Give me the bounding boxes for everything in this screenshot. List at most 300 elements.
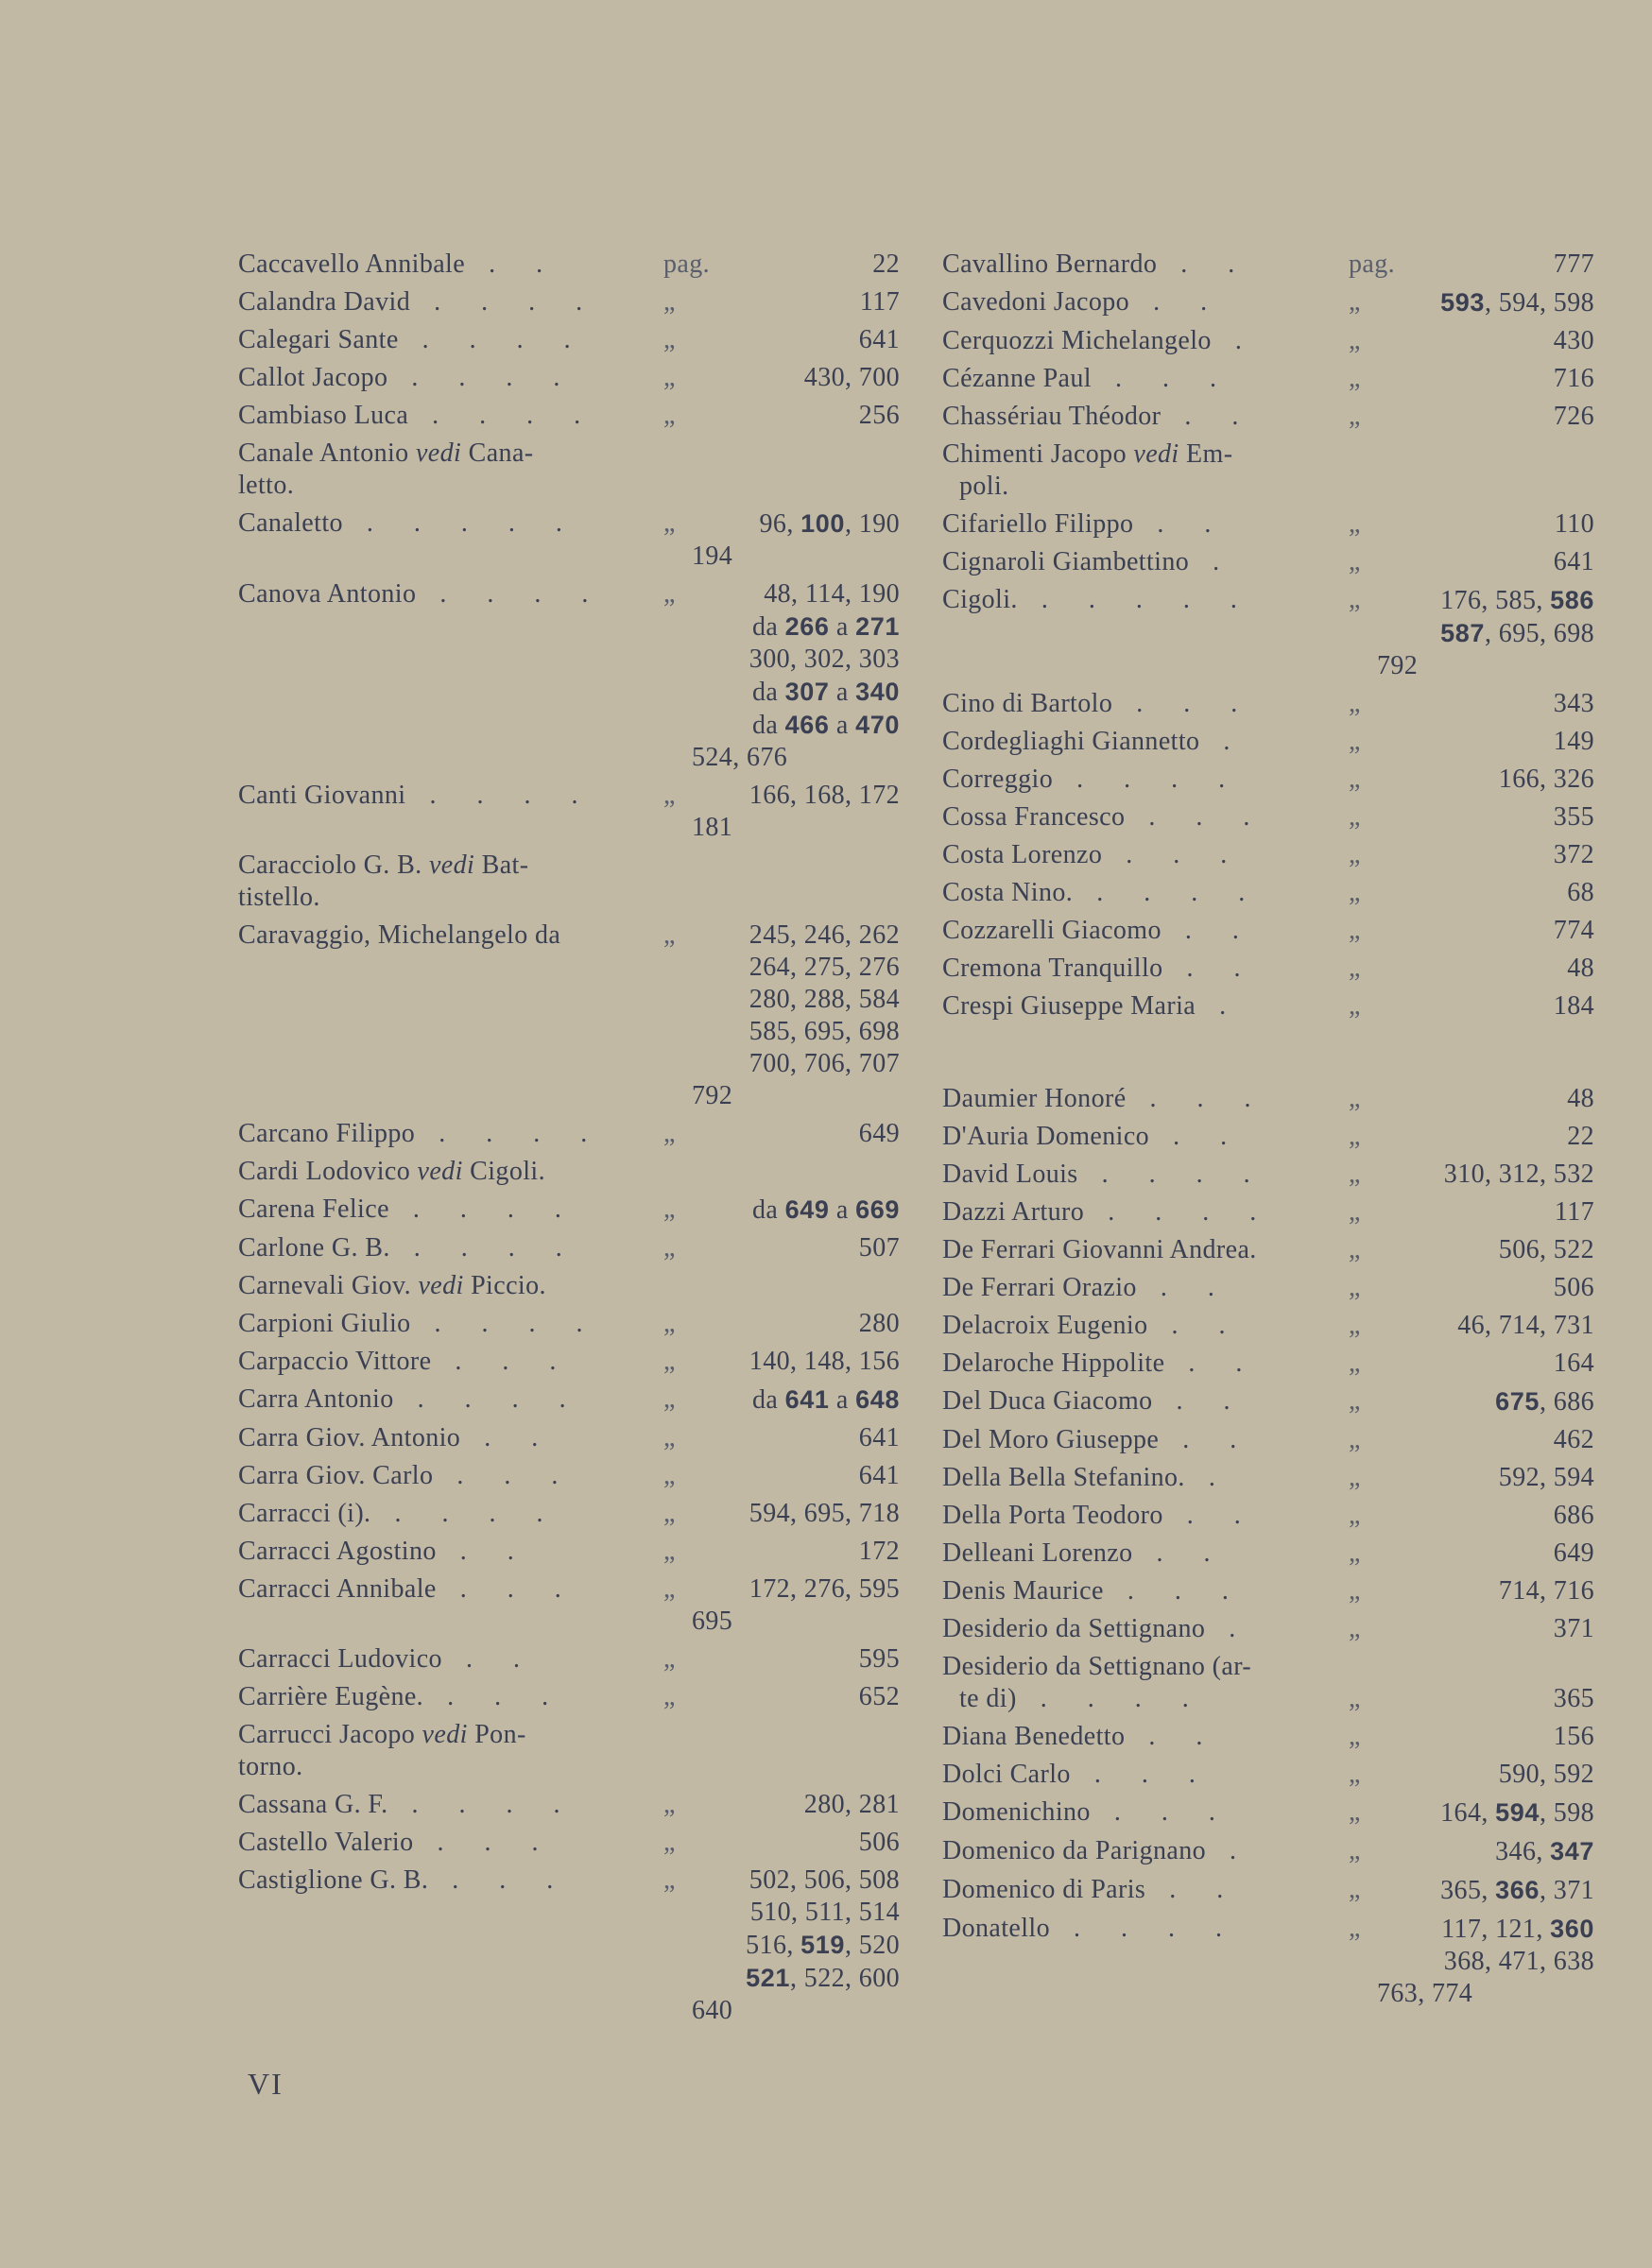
page-numbers bbox=[1377, 438, 1594, 503]
page-line bbox=[1377, 1796, 1594, 1830]
page-number: a bbox=[829, 612, 856, 642]
leader-dots: . . . . . bbox=[342, 508, 579, 538]
page-number: 355 bbox=[1553, 802, 1594, 832]
entry-name-text: Carra Giov. Antonio bbox=[238, 1423, 461, 1452]
entry-name bbox=[942, 363, 1349, 395]
page-number: 140, 148, 156 bbox=[749, 1347, 900, 1376]
page-number: 592, 594 bbox=[1498, 1463, 1594, 1492]
index-entry bbox=[942, 915, 1594, 947]
entry-name bbox=[238, 507, 663, 573]
entry-name bbox=[238, 1681, 663, 1713]
page-number: 365, bbox=[1440, 1876, 1496, 1905]
entry-name-text: Dolci Carlo bbox=[942, 1760, 1071, 1789]
entry-name-text: Costa Lorenzo bbox=[942, 840, 1103, 869]
entry-name bbox=[942, 877, 1349, 909]
page-abbrev: „ bbox=[663, 1644, 676, 1674]
page-numbers bbox=[692, 1270, 900, 1302]
entry-name bbox=[942, 764, 1349, 796]
entry-name-text: Cifariello Filippo bbox=[942, 509, 1134, 539]
index-entry bbox=[942, 1835, 1594, 1868]
index-entry bbox=[238, 1383, 900, 1417]
page-numbers bbox=[692, 286, 900, 318]
page-number: 280 bbox=[858, 1309, 900, 1338]
page-numbers bbox=[1377, 1310, 1594, 1342]
entry-name-text: Carnevali Giov. bbox=[238, 1271, 419, 1300]
page-number: da bbox=[752, 1385, 785, 1415]
leader-dots: . . bbox=[1136, 1273, 1231, 1302]
page-line bbox=[692, 1643, 900, 1675]
page-line bbox=[1377, 1462, 1594, 1494]
index-entry bbox=[238, 1536, 900, 1568]
page-number-bold: 586 bbox=[1550, 586, 1594, 614]
entry-name bbox=[942, 726, 1349, 758]
vedi-label: vedi bbox=[428, 850, 475, 880]
entry-name-text: Canova Antonio bbox=[238, 579, 417, 609]
page-line bbox=[692, 644, 900, 676]
index-entry bbox=[942, 546, 1594, 578]
page-number: 506 bbox=[1553, 1273, 1594, 1302]
page-number: , 695, 698 bbox=[1485, 619, 1594, 648]
page-line bbox=[1377, 650, 1594, 682]
page-number: 22 bbox=[872, 249, 900, 279]
page-numbers bbox=[1377, 1385, 1594, 1418]
entry-name-text: Cigoli. bbox=[942, 585, 1018, 614]
page-number-bold: 641 bbox=[784, 1385, 830, 1414]
index-entry bbox=[942, 1575, 1594, 1607]
entry-name-text: Cossa Francesco bbox=[942, 802, 1126, 832]
page-number: 726 bbox=[1553, 402, 1594, 431]
cross-reference: Bat- bbox=[474, 850, 529, 880]
page-numbers bbox=[1377, 877, 1594, 909]
leader-dots: . . bbox=[1129, 287, 1225, 317]
page-numbers bbox=[692, 1232, 900, 1264]
page-number: 777 bbox=[1553, 249, 1594, 279]
leader-dots: . . bbox=[1157, 249, 1252, 279]
page-abbrev: „ bbox=[1349, 1311, 1361, 1340]
page-line bbox=[692, 1308, 900, 1340]
page-number: 346, bbox=[1495, 1837, 1551, 1866]
index-entry bbox=[942, 953, 1594, 985]
index-entry bbox=[238, 400, 900, 432]
cross-reference: Em- bbox=[1179, 439, 1233, 469]
entry-name-text: Castello Valerio bbox=[238, 1828, 414, 1857]
leader-dots: . . . bbox=[1102, 840, 1245, 869]
page-numbers bbox=[692, 1643, 900, 1675]
entry-name-text: Carracci Agostino bbox=[238, 1537, 437, 1566]
entry-name-text: Canale Antonio bbox=[238, 438, 416, 468]
leader-dots: . . bbox=[1162, 1501, 1258, 1530]
index-entry bbox=[942, 1424, 1594, 1456]
page-folio: VI bbox=[248, 2067, 284, 2101]
vedi-label: vedi bbox=[417, 1157, 463, 1186]
vedi-label: vedi bbox=[415, 438, 462, 468]
page-numbers bbox=[1377, 325, 1594, 357]
page-numbers bbox=[1377, 1083, 1594, 1115]
entry-name-text: Denis Maurice bbox=[942, 1576, 1104, 1606]
entry-name-text: Cardi Lodovico bbox=[238, 1157, 418, 1186]
entry-name-text: Dazzi Arturo bbox=[942, 1197, 1085, 1227]
leader-dots: . . . bbox=[1103, 1576, 1246, 1606]
page-numbers bbox=[692, 1194, 900, 1227]
page-number: 280, 288, 584 bbox=[749, 985, 900, 1014]
page-line bbox=[692, 610, 900, 644]
page-number: 716 bbox=[1553, 364, 1594, 393]
leader-dots: . . . . bbox=[1084, 1197, 1274, 1227]
page-line bbox=[692, 1422, 900, 1454]
page-abbrev: „ bbox=[663, 1347, 676, 1376]
entry-name bbox=[238, 324, 663, 356]
page-abbrev: „ bbox=[1349, 402, 1361, 431]
page-number: 368, 471, 638 bbox=[1443, 1947, 1594, 1976]
page-abbrev: „ bbox=[1349, 1875, 1361, 1904]
entry-name bbox=[942, 1835, 1349, 1868]
entry-name bbox=[942, 839, 1349, 871]
entry-name-text: Carena Felice bbox=[238, 1194, 389, 1224]
page-line bbox=[692, 1346, 900, 1378]
page-abbrev: „ bbox=[1349, 1914, 1361, 1943]
page-number-bold: 266 bbox=[784, 612, 830, 641]
page-number: da bbox=[752, 711, 785, 740]
entry-name bbox=[942, 584, 1349, 682]
index-entry bbox=[942, 1651, 1594, 1715]
leader-dots: . . bbox=[465, 249, 560, 279]
entry-name-text: Cignaroli Giambettino bbox=[942, 547, 1190, 576]
entry-name bbox=[942, 1759, 1349, 1791]
page-abbrev: „ bbox=[1349, 547, 1361, 576]
index-entry bbox=[942, 1272, 1594, 1304]
index-entry bbox=[942, 726, 1594, 758]
entry-name bbox=[942, 990, 1349, 1022]
page-abbrev: „ bbox=[663, 1828, 676, 1857]
page-numbers bbox=[1377, 1538, 1594, 1570]
page-abbrev: „ bbox=[1349, 1722, 1361, 1751]
leader-dots: . . bbox=[1161, 402, 1256, 431]
leader-dots: . . . bbox=[413, 1828, 556, 1857]
page-number: 506, 522 bbox=[1498, 1235, 1594, 1264]
page-number: 68 bbox=[1567, 878, 1594, 907]
page-number: 117 bbox=[859, 287, 900, 317]
page-line bbox=[1377, 1083, 1594, 1115]
page-abbrev: „ bbox=[663, 1423, 676, 1452]
entry-name-text: Daumier Honoré bbox=[942, 1084, 1127, 1113]
page-numbers bbox=[1377, 1759, 1594, 1791]
page-abbrev: „ bbox=[663, 325, 676, 354]
page-number: , 520 bbox=[845, 1931, 900, 1960]
page-numbers bbox=[692, 1422, 900, 1454]
index-entry bbox=[942, 363, 1594, 395]
entry-name bbox=[942, 286, 1349, 319]
page-numbers bbox=[692, 438, 900, 502]
page-line bbox=[692, 578, 900, 610]
leader-dots: . . . bbox=[1125, 802, 1267, 832]
page-line bbox=[1377, 801, 1594, 833]
index-entry bbox=[238, 438, 900, 502]
page-numbers bbox=[1377, 584, 1594, 682]
index-entry bbox=[238, 507, 900, 573]
entry-name bbox=[942, 915, 1349, 947]
index-entry bbox=[942, 1234, 1594, 1266]
page-line bbox=[1377, 1385, 1594, 1418]
page-number: , 686 bbox=[1540, 1387, 1594, 1417]
page-number: 516, bbox=[746, 1931, 801, 1960]
index-column-left bbox=[238, 249, 900, 2027]
page-abbrev: „ bbox=[1349, 840, 1361, 869]
entry-name-text: Carracci Ludovico bbox=[238, 1644, 442, 1674]
entry-name bbox=[238, 1383, 663, 1417]
page-number: 117 bbox=[1554, 1197, 1594, 1227]
page-abbrev: „ bbox=[1349, 1122, 1361, 1151]
page-numbers bbox=[1377, 915, 1594, 947]
leader-dots: . . . bbox=[428, 1865, 571, 1895]
entry-name-text: Cavallino Bernardo bbox=[942, 249, 1158, 279]
continuation-text: poli. bbox=[959, 472, 1009, 501]
page-line bbox=[692, 1016, 900, 1048]
page-numbers bbox=[692, 1346, 900, 1378]
page-number: 365 bbox=[1553, 1684, 1594, 1713]
page-line bbox=[1377, 915, 1594, 947]
page-number-bold: 521 bbox=[746, 1964, 790, 1992]
page-numbers bbox=[692, 1573, 900, 1638]
entry-name-text: Callot Jacopo bbox=[238, 363, 388, 392]
continuation-text: letto. bbox=[238, 471, 295, 500]
page-line bbox=[1377, 1234, 1594, 1266]
page-line bbox=[1377, 1310, 1594, 1342]
page-line bbox=[692, 1606, 900, 1638]
cross-reference: Cigoli. bbox=[462, 1157, 545, 1186]
entry-name-text: De Ferrari Giovanni Andrea. bbox=[942, 1235, 1257, 1264]
page-number: 714, 716 bbox=[1498, 1576, 1594, 1606]
entry-name-text: Della Porta Teodoro bbox=[942, 1501, 1163, 1530]
entry-name bbox=[238, 1308, 663, 1340]
page-number: 166, 326 bbox=[1498, 765, 1594, 794]
page-numbers bbox=[1377, 1835, 1594, 1868]
index-entry bbox=[238, 1789, 900, 1821]
page-number: 372 bbox=[1553, 840, 1594, 869]
leader-dots: . . . . bbox=[389, 1233, 579, 1263]
page-numbers bbox=[1377, 688, 1594, 720]
page-line bbox=[1377, 726, 1594, 758]
page-line bbox=[1377, 1613, 1594, 1645]
page-abbrev: „ bbox=[1349, 727, 1361, 756]
vedi-label: vedi bbox=[1133, 439, 1179, 469]
page-number: 594, 695, 718 bbox=[749, 1499, 900, 1528]
page-numbers bbox=[1377, 249, 1594, 281]
page-numbers bbox=[1377, 1913, 1594, 2010]
leader-dots: . . . . bbox=[1073, 878, 1263, 907]
page-line bbox=[692, 507, 900, 541]
page-line bbox=[692, 1897, 900, 1929]
index-entry bbox=[942, 990, 1594, 1022]
index-entry bbox=[942, 688, 1594, 720]
leader-dots: . . bbox=[1161, 916, 1256, 945]
index-entry bbox=[238, 1422, 900, 1454]
page-number-bold: 271 bbox=[855, 612, 900, 641]
page-abbrev: „ bbox=[1349, 287, 1361, 317]
page-numbers bbox=[1377, 1424, 1594, 1456]
page-number: 649 bbox=[1553, 1538, 1594, 1568]
page-number: 430 bbox=[1553, 326, 1594, 355]
page-line bbox=[692, 919, 900, 952]
entry-name bbox=[942, 1234, 1349, 1266]
entry-name bbox=[238, 1346, 663, 1378]
page-line bbox=[1377, 286, 1594, 319]
entry-name bbox=[942, 1613, 1349, 1645]
page-line bbox=[1377, 1272, 1594, 1304]
leader-dots: . bbox=[1184, 1463, 1232, 1492]
page-number: 117, 121, bbox=[1441, 1915, 1551, 1944]
index-entry bbox=[238, 286, 900, 318]
page-abbrev: „ bbox=[663, 1461, 676, 1490]
page-number-bold: 587 bbox=[1440, 619, 1485, 647]
index-entry bbox=[942, 286, 1594, 319]
page-numbers bbox=[1377, 508, 1594, 541]
page-number-bold: 347 bbox=[1550, 1837, 1594, 1865]
entry-name-text: De Ferrari Orazio bbox=[942, 1273, 1137, 1302]
page-number: 590, 592 bbox=[1498, 1760, 1594, 1789]
page-numbers bbox=[1377, 1196, 1594, 1228]
page-abbrev: „ bbox=[1349, 1235, 1361, 1264]
leader-dots: . . . bbox=[431, 1347, 574, 1376]
page-number-bold: 675 bbox=[1495, 1387, 1540, 1416]
page-numbers bbox=[692, 1719, 900, 1783]
entry-name bbox=[942, 801, 1349, 833]
page-line bbox=[1377, 990, 1594, 1022]
page-number: 430, 700 bbox=[803, 363, 900, 392]
page-numbers bbox=[1377, 1721, 1594, 1753]
page-abbrev: „ bbox=[1349, 1614, 1361, 1643]
index-entry bbox=[238, 1498, 900, 1530]
index-entry bbox=[942, 877, 1594, 909]
page-numbers bbox=[1377, 1796, 1594, 1830]
page-numbers bbox=[692, 1789, 900, 1821]
page-number: da bbox=[752, 678, 785, 707]
entry-name-continuation bbox=[238, 470, 660, 502]
page-numbers bbox=[692, 919, 900, 1112]
entry-name bbox=[942, 1196, 1349, 1228]
page-line bbox=[692, 1048, 900, 1080]
page-line bbox=[692, 1118, 900, 1150]
page-line bbox=[1377, 1913, 1594, 1946]
entry-name bbox=[238, 286, 663, 318]
page-line bbox=[1377, 1978, 1594, 2010]
entry-name-text: Domenico da Parignano bbox=[942, 1836, 1206, 1865]
entry-name-text: Correggio bbox=[942, 765, 1054, 794]
entry-name-continuation bbox=[238, 882, 660, 914]
index-entry bbox=[238, 1864, 900, 2027]
leader-dots: . . . . bbox=[408, 401, 598, 430]
page-line bbox=[1377, 249, 1594, 281]
leader-dots: . . bbox=[441, 1644, 537, 1674]
page-abbrev: „ bbox=[1349, 1273, 1361, 1302]
page-number: 595 bbox=[858, 1644, 900, 1674]
page-numbers bbox=[692, 1827, 900, 1859]
page-number-bold: 466 bbox=[784, 711, 830, 739]
entry-name bbox=[942, 1462, 1349, 1494]
leader-dots: . . . . bbox=[1077, 1160, 1267, 1189]
index-entry bbox=[238, 1346, 900, 1378]
index-entry bbox=[942, 1462, 1594, 1494]
page-numbers bbox=[692, 400, 900, 432]
leader-dots: . . . . bbox=[416, 579, 606, 609]
page-line bbox=[692, 541, 900, 573]
leader-dots: . . . . bbox=[1050, 1914, 1240, 1943]
page-abbrev: „ bbox=[1349, 916, 1361, 945]
page-abbrev: „ bbox=[663, 579, 676, 609]
page-number: 641 bbox=[858, 1461, 900, 1490]
page-number: , 598 bbox=[1540, 1798, 1594, 1828]
entry-name-continuation bbox=[942, 1683, 1345, 1715]
entry-name-text: Cozzarelli Giacomo bbox=[942, 916, 1162, 945]
entry-name bbox=[238, 919, 663, 1112]
page-number: 194 bbox=[692, 541, 733, 571]
leader-dots: . . . . bbox=[387, 363, 577, 392]
entry-name bbox=[238, 1498, 663, 1530]
leader-dots: . . . . bbox=[410, 1309, 600, 1338]
leader-dots: . . . bbox=[1091, 364, 1233, 393]
entry-name-text: Carracci Annibale bbox=[238, 1574, 437, 1604]
entry-name-text: Desiderio da Settignano (ar- bbox=[942, 1652, 1252, 1681]
index-entry bbox=[238, 578, 900, 774]
page-numbers bbox=[1377, 401, 1594, 433]
entry-name bbox=[942, 401, 1349, 433]
page-line bbox=[692, 1995, 900, 2027]
page-numbers bbox=[692, 1118, 900, 1150]
page-number: 686 bbox=[1553, 1501, 1594, 1530]
page-abbrev: „ bbox=[1349, 1349, 1361, 1378]
page-numbers bbox=[1377, 546, 1594, 578]
page-abbrev: „ bbox=[663, 1309, 676, 1338]
page-number-bold: 519 bbox=[800, 1931, 845, 1959]
page-abbrev: „ bbox=[1349, 1160, 1361, 1189]
page-number: da bbox=[752, 1195, 785, 1225]
page-number: 184 bbox=[1553, 991, 1594, 1021]
index-entry bbox=[238, 780, 900, 844]
entry-name-text: Canti Giovanni bbox=[238, 781, 406, 810]
entry-name bbox=[942, 1083, 1349, 1115]
entry-name bbox=[942, 1348, 1349, 1380]
leader-dots: . . bbox=[436, 1537, 531, 1566]
page-number: 181 bbox=[692, 813, 733, 842]
page-line bbox=[692, 249, 900, 281]
page-line bbox=[692, 1962, 900, 1995]
index-entry bbox=[942, 1196, 1594, 1228]
index-entry bbox=[942, 249, 1594, 281]
index-entry bbox=[942, 1310, 1594, 1342]
page-line bbox=[1377, 363, 1594, 395]
entry-name-text: Cino di Bartolo bbox=[942, 689, 1113, 718]
page-number-bold: 340 bbox=[855, 678, 900, 706]
page-abbrev: „ bbox=[663, 1790, 676, 1819]
page-number-bold: 649 bbox=[784, 1195, 830, 1224]
index-entry bbox=[942, 801, 1594, 833]
entry-name bbox=[942, 1575, 1349, 1607]
leader-dots: . . bbox=[1133, 509, 1229, 539]
page-line bbox=[692, 1194, 900, 1227]
page-line bbox=[692, 362, 900, 394]
entry-name bbox=[942, 508, 1349, 541]
page-abbrev: „ bbox=[663, 1384, 676, 1414]
page-line bbox=[692, 1573, 900, 1606]
page-number: 502, 506, 508 bbox=[749, 1865, 900, 1895]
leader-dots: . . bbox=[1125, 1722, 1220, 1751]
page-numbers bbox=[692, 1864, 900, 2027]
page-number: 792 bbox=[692, 1081, 733, 1110]
page-abbrev: „ bbox=[663, 1574, 676, 1604]
page-line bbox=[692, 742, 900, 774]
page-number: 256 bbox=[858, 401, 900, 430]
page-numbers bbox=[1377, 1272, 1594, 1304]
index-entry bbox=[942, 584, 1594, 682]
